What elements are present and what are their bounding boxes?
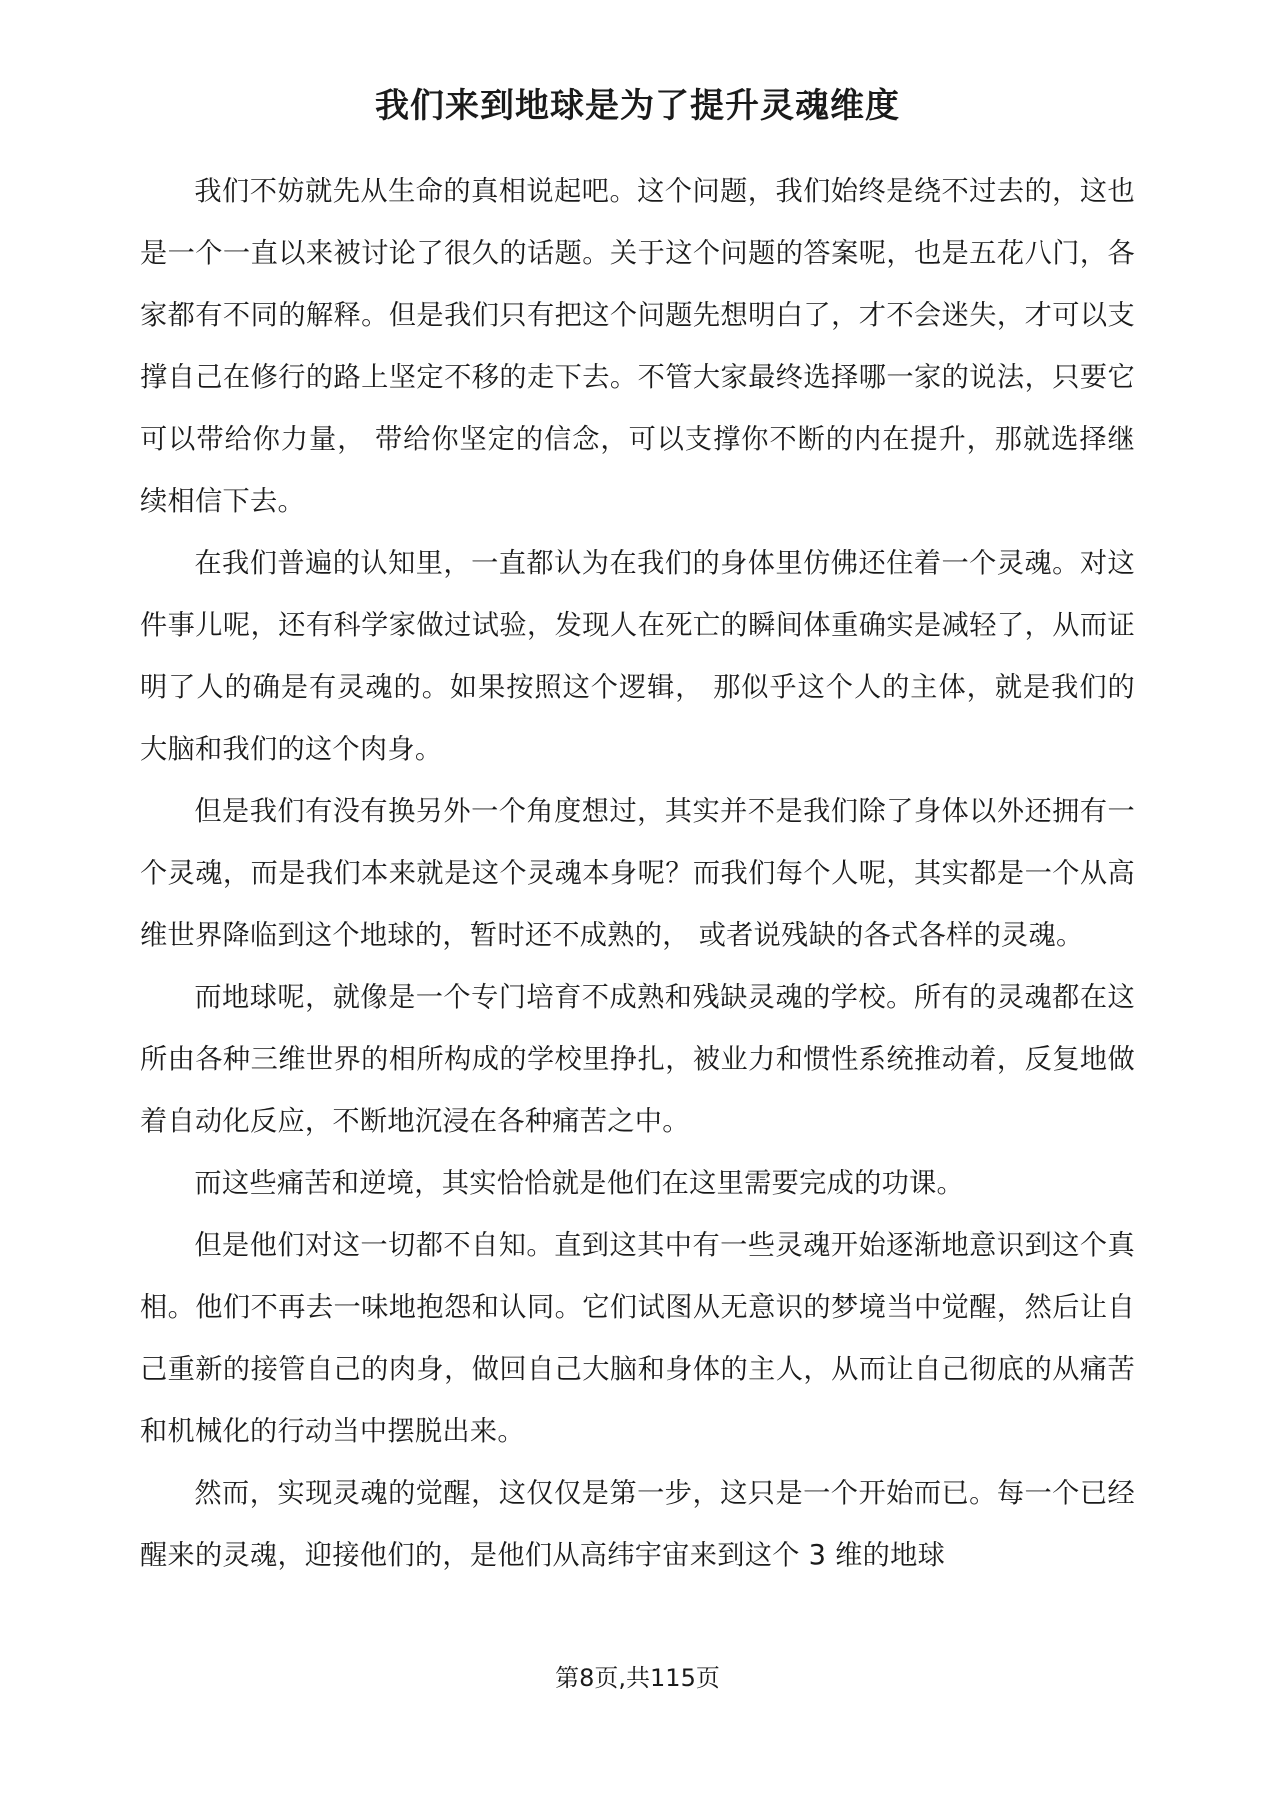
document-title: 我们来到地球是为了提升灵魂维度 [375, 86, 900, 126]
page-number-footer: 第8页,共115页 [555, 1664, 720, 1692]
paragraph: 而地球呢，就像是一个专门培育不成熟和残缺灵魂的学校。所有的灵魂都在这所由各种三维世界的相所构成的学校里挣扎，被业力和惯性系统推动着，反复地做着自动化反应，不断地沉浸在各种痛苦之中。 [140, 982, 1135, 1137]
paragraph: 我们不妨就先从生命的真相说起吧。这个问题，我们始终是绕不过去的，这也是一个一直以来被讨论了很久的话题。关于这个问题的答案呢，也是五花八门，各家都有不同的解释。但是我们只有把这个问题先想明白了，才不会迷失，才可以支撑自己在修行的路上坚定不移的走下去。不管大家最终选择哪一家的说法，只要它可以带给你力量， 带给你坚定的信念，可以支撑你不断的内在提升，那就选择继续相信下去。 [140, 176, 1135, 517]
document-body [140, 161, 1135, 1587]
paragraph: 但是我们有没有换另外一个角度想过，其实并不是我们除了身体以外还拥有一个灵魂，而是我们本来就是这个灵魂本身呢？而我们每个人呢，其实都是一个从高维世界降临到这个地球的，暂时还不成熟的， 或者说残缺的各式各样的灵魂。 [140, 796, 1135, 951]
paragraph: 而这些痛苦和逆境，其实恰恰就是他们在这里需要完成的功课。 [194, 1168, 965, 1199]
paragraph: 然而，实现灵魂的觉醒，这仅仅是第一步，这只是一个开始而已。每一个已经醒来的灵魂，迎接他们的，是他们从高纬宇宙来到这个 3 维的地球 [140, 1478, 1135, 1571]
paragraph: 在我们普遍的认知里，一直都认为在我们的身体里仿佛还住着一个灵魂。对这件事儿呢，还有科学家做过试验，发现人在死亡的瞬间体重确实是减轻了，从而证明了人的确是有灵魂的。如果按照这个逻辑， 那似乎这个人的主体，就是我们的大脑和我们的这个肉身。 [140, 548, 1135, 765]
paragraph: 但是他们对这一切都不自知。直到这其中有一些灵魂开始逐渐地意识到这个真相。他们不再去一味地抱怨和认同。它们试图从无意识的梦境当中觉醒，然后让自己重新的接管自己的肉身，做回自己大脑和身体的主人，从而让自己彻底的从痛苦和机械化的行动当中摆脱出来。 [140, 1230, 1135, 1447]
